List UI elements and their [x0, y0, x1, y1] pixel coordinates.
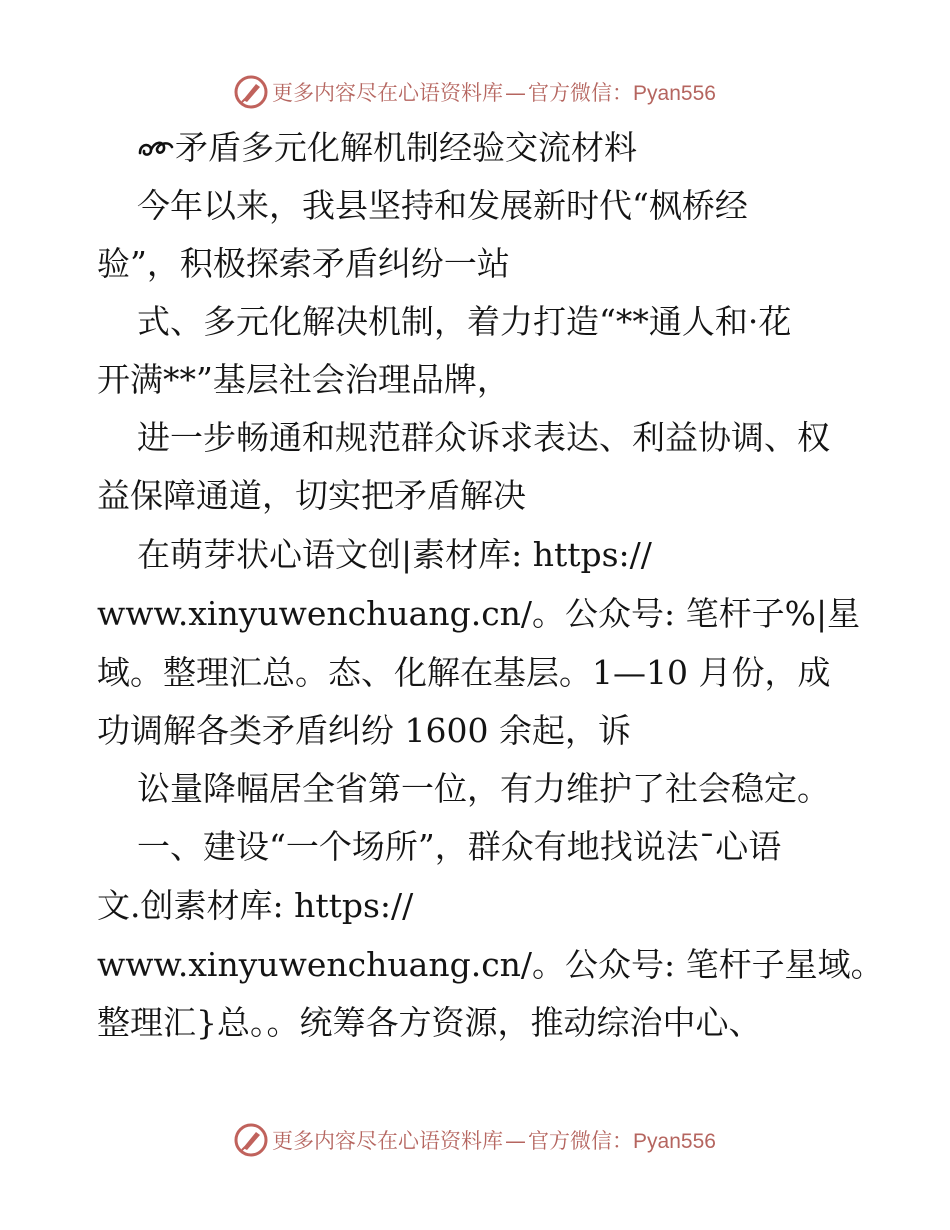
paragraph-line: 域。整理汇总。态、化解在基层。1—10 月份，成 — [97, 653, 831, 692]
paragraph-line: 进一步畅通和规范群众诉求表达、利益协调、权 — [137, 418, 830, 457]
footer-watermark — [0, 1120, 950, 1160]
watermark-official: 官方微信： — [528, 81, 634, 105]
watermark-wechat: Pyan556 — [633, 82, 716, 105]
flourish-icon — [137, 133, 175, 163]
watermark-text: 更多内容尽在心语资料库 — [272, 1129, 504, 1153]
paragraph-line: 整理汇}总。。统筹各方资源，推动综治中心、 — [97, 1003, 762, 1042]
watermark-wechat: Pyan556 — [633, 1130, 716, 1153]
paragraph-line: 文.创素材库: https:// — [97, 886, 414, 925]
document-title — [137, 128, 637, 168]
quill-logo-icon — [234, 1123, 268, 1157]
document-title-text: 矛盾多元化解机制经验交流材料 — [175, 128, 637, 167]
paragraph-line: 一、建设“一个场所”，群众有地找说法¯心语 — [137, 827, 782, 866]
paragraph-line: 今年以来，我县坚持和发展新时代“枫桥经 — [137, 186, 748, 225]
paragraph-line: www.xinyuwenchuang.cn/。公众号: 笔杆子%|星 — [97, 594, 861, 633]
paragraph-line: 验”，积极探索矛盾纠纷一站 — [97, 244, 510, 283]
header-watermark — [0, 72, 950, 112]
watermark-dash: — — [505, 1129, 527, 1153]
paragraph-line: 式、多元化解决机制，着力打造“**通人和·花 — [137, 302, 792, 341]
quill-logo-icon — [234, 75, 268, 109]
paragraph-line: 开满**”基层社会治理品牌， — [97, 360, 510, 399]
paragraph-line: 讼量降幅居全省第一位，有力维护了社会稳定。 — [137, 769, 830, 808]
paragraph-line: 在萌芽状心语文创|素材库: https:// — [137, 535, 652, 574]
watermark-official: 官方微信： — [528, 1129, 634, 1153]
watermark-dash: — — [505, 81, 527, 105]
watermark-text: 更多内容尽在心语资料库 — [272, 81, 504, 105]
paragraph-line: 益保障通道，切实把矛盾解决 — [97, 476, 526, 515]
paragraph-line: www.xinyuwenchuang.cn/。公众号: 笔杆子星域。 — [97, 945, 884, 984]
paragraph-line: 功调解各类矛盾纠纷 1600 余起，诉 — [97, 711, 631, 750]
